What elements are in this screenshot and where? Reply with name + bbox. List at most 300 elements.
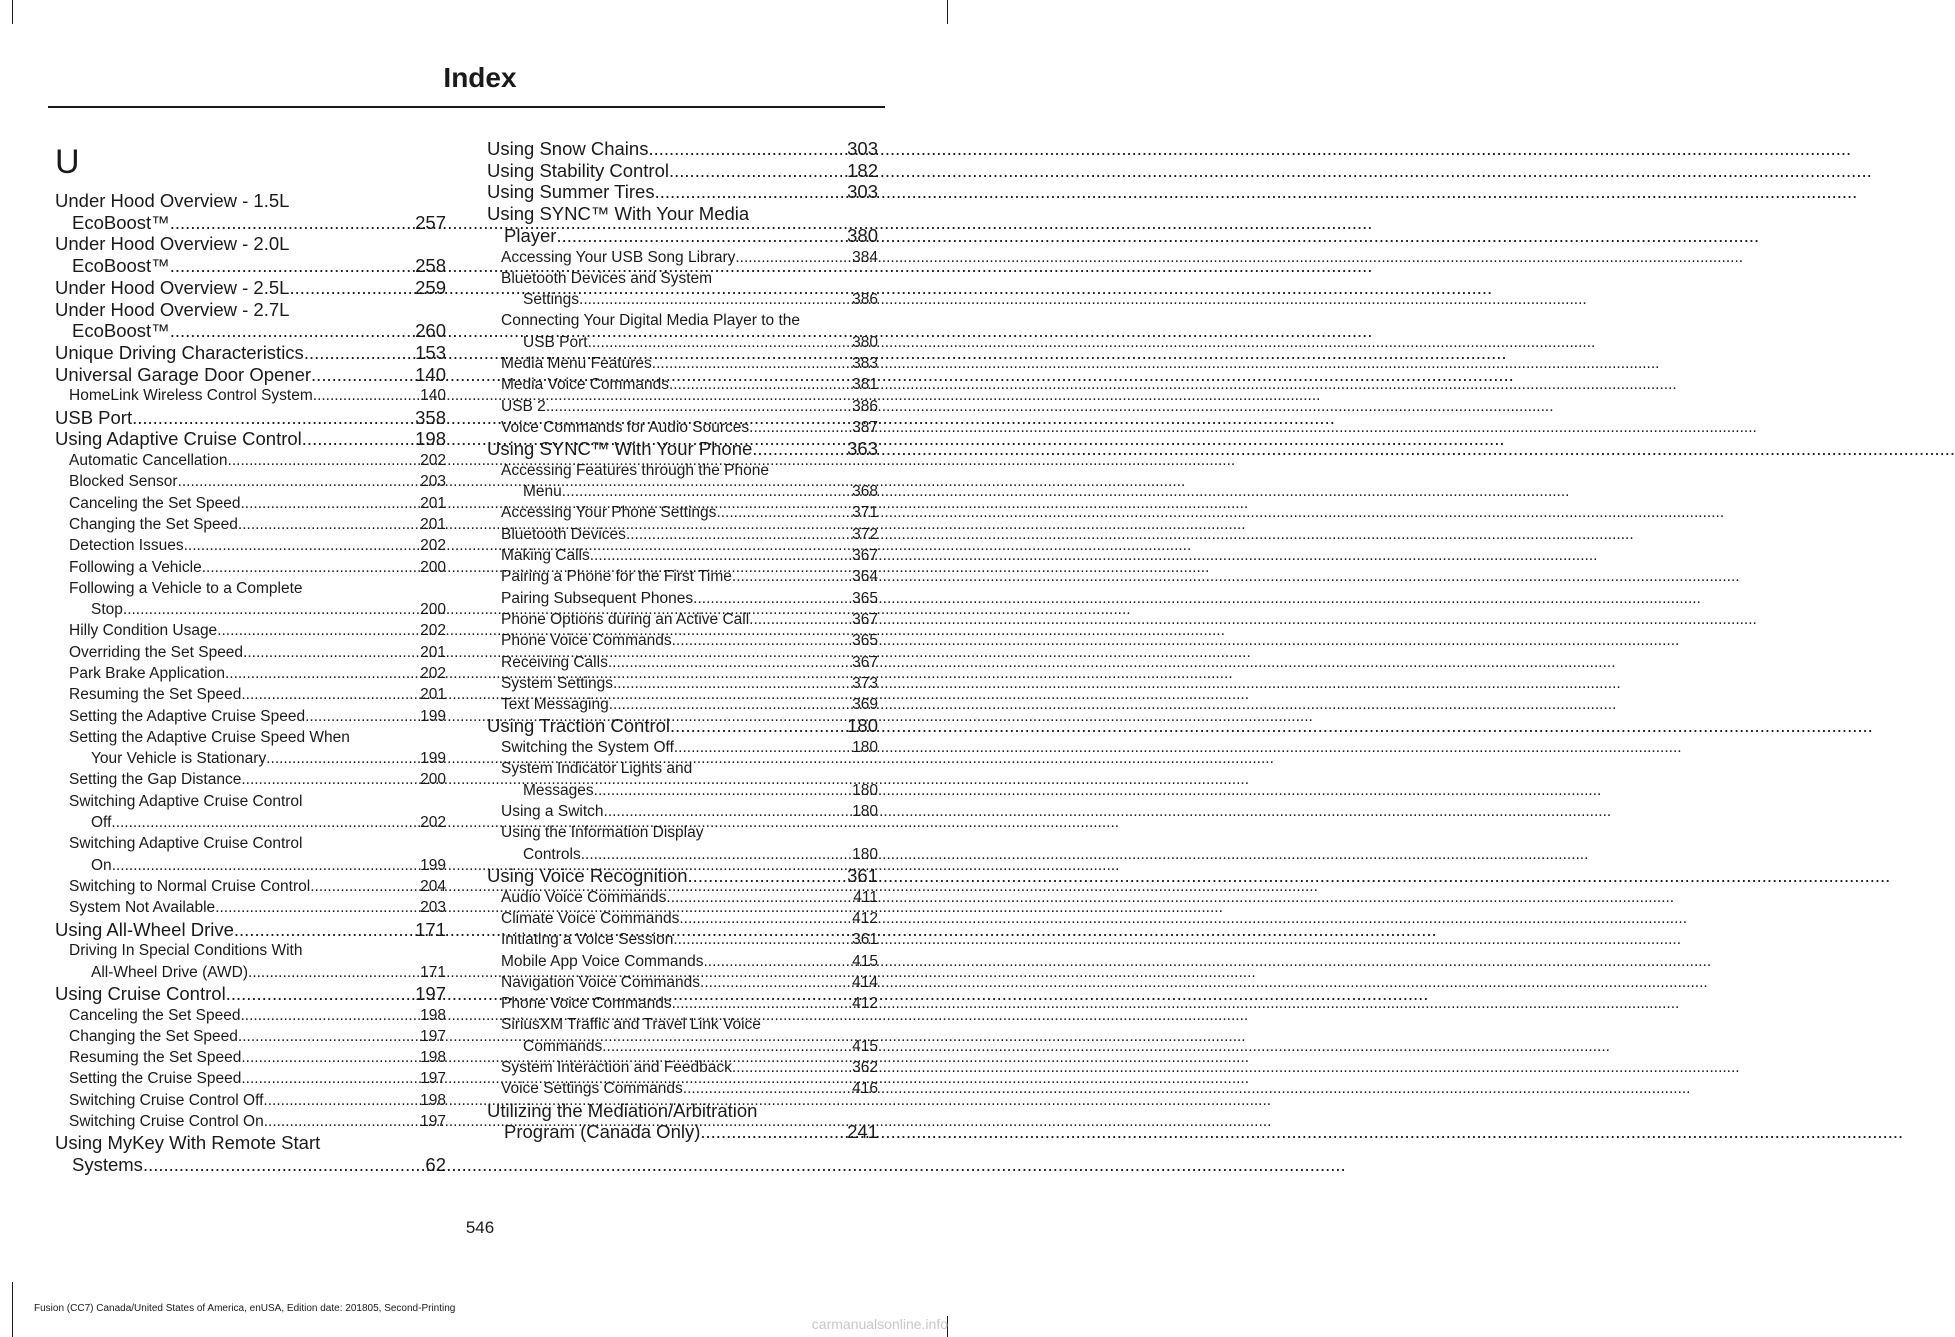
index-entry — [55, 535, 446, 556]
index-entry-page: 411 — [853, 888, 878, 906]
index-entry-page: 414 — [852, 973, 878, 991]
index-entry-page: 371 — [852, 504, 878, 522]
index-entry — [487, 353, 878, 374]
index-entry-page: 260 — [415, 320, 446, 342]
index-entry-text: System Indicator Lights and — [501, 760, 693, 778]
index-entry — [487, 758, 878, 801]
index-entry-text: EcoBoost™ — [72, 320, 170, 342]
index-entry — [487, 951, 878, 972]
index-entry — [487, 609, 878, 630]
index-entry — [55, 277, 446, 299]
index-entry-page: 303 — [847, 138, 878, 159]
dot-leader — [240, 493, 420, 514]
index-entry-page: 367 — [852, 653, 878, 671]
index-entry-page: 201 — [420, 686, 446, 704]
dot-leader — [594, 780, 852, 801]
dot-leader — [546, 396, 852, 417]
index-entry — [487, 715, 878, 737]
index-entry-text: Phone Voice Commands — [501, 995, 672, 1013]
index-entry-text: Off — [91, 814, 112, 832]
index-entry-page: 384 — [852, 248, 878, 266]
index-entry-page: 361 — [847, 864, 878, 886]
index-entry-text: Accessing Your Phone Settings — [501, 504, 717, 522]
index-entry-page: 373 — [852, 674, 878, 692]
index-entry-page: 180 — [847, 715, 878, 737]
dot-leader — [732, 1057, 852, 1078]
index-entry-text: Under Hood Overview - 2.7L — [55, 298, 290, 320]
index-entry-text: Using Snow Chains — [487, 138, 649, 159]
index-entry — [487, 545, 878, 566]
index-entry-text: Switching Cruise Control On — [69, 1113, 264, 1131]
dot-leader — [579, 289, 852, 310]
index-entry-text: Automatic Cancellation — [69, 452, 228, 470]
dot-leader — [700, 972, 852, 993]
index-entry — [487, 181, 878, 203]
dot-leader — [693, 588, 852, 609]
index-entry-page: 381 — [852, 376, 878, 394]
dot-leader — [310, 876, 420, 897]
index-entry-text: Driving In Special Conditions With — [69, 942, 303, 960]
index-entry-text: Utilizing the Mediation/Arbitration — [487, 1099, 758, 1121]
index-entry-page: 197 — [420, 1113, 446, 1131]
index-entry-text: Hilly Condition Usage — [69, 622, 218, 640]
index-entry-text: Pairing Subsequent Phones — [501, 589, 694, 607]
index-entry — [55, 1005, 446, 1026]
index-entry-page: 153 — [415, 341, 446, 363]
index-entry — [487, 929, 878, 950]
index-entry-text: Stop — [91, 601, 123, 619]
index-entry — [55, 663, 446, 684]
index-entry — [487, 524, 878, 545]
index-entry — [487, 908, 878, 929]
dot-leader — [111, 812, 420, 833]
index-entry — [487, 374, 878, 395]
index-entry-page: 197 — [420, 1070, 446, 1088]
index-entry-text: Following a Vehicle to a Complete — [69, 579, 303, 597]
index-entry-text: Systems — [72, 1154, 143, 1176]
dot-leader — [112, 855, 420, 876]
index-entry-text: Switching Adaptive Cruise Control — [69, 792, 303, 810]
footer-edition-info: Fusion (CC7) Canada/United States of America, enUSA, Edition date: 201805, Second-Printing — [34, 1303, 456, 1314]
index-entry-text: Commands — [523, 1037, 603, 1055]
index-entry-page: 201 — [420, 643, 446, 661]
index-entry-text: Mobile App Voice Commands — [501, 952, 704, 970]
index-entry-page: 387 — [852, 418, 878, 436]
index-entry-page: 364 — [852, 568, 878, 586]
index-entry — [55, 1047, 446, 1068]
crop-mark-bottom-left-vertical — [12, 1282, 13, 1337]
index-entry-text: HomeLink Wireless Control System — [69, 387, 313, 405]
dot-leader — [608, 652, 852, 673]
dot-leader — [688, 865, 848, 887]
index-entry-text: Initiating a Voice Session — [501, 931, 674, 949]
index-entry-text: Controls — [523, 845, 581, 863]
index-entry-text: Menu — [523, 483, 562, 501]
crop-mark-top-left-vertical — [12, 0, 13, 24]
index-entry — [55, 940, 446, 983]
index-entry — [487, 737, 878, 758]
dot-leader — [225, 663, 420, 684]
dot-leader — [752, 438, 847, 460]
index-entry-page: 171 — [420, 963, 446, 981]
index-entry — [55, 876, 446, 897]
index-entry-page: 199 — [420, 707, 446, 725]
index-entry — [487, 588, 878, 609]
index-entry-page: 202 — [420, 452, 446, 470]
watermark: carmanualsonline.info — [811, 1316, 948, 1332]
index-entry-text: Phone Voice Commands — [501, 632, 672, 650]
index-entry-text: Phone Options during an Active Call — [501, 610, 750, 628]
index-entry-page: 198 — [415, 428, 446, 450]
index-entry — [487, 1100, 878, 1143]
index-entry-page: 140 — [415, 363, 446, 385]
dot-leader — [215, 897, 420, 918]
index-entry-text: Using the Information Display — [501, 824, 704, 842]
index-entry — [487, 138, 878, 160]
index-entry — [55, 299, 446, 342]
dot-leader — [683, 1078, 852, 1099]
index-entry-page: 257 — [415, 211, 446, 233]
index-entry-page: 259 — [415, 276, 446, 298]
dot-leader — [143, 1154, 425, 1176]
index-entry — [487, 865, 878, 887]
index-column-left — [55, 138, 446, 1176]
index-entry-text: Setting the Adaptive Cruise Speed — [69, 707, 306, 725]
index-entry — [487, 160, 878, 182]
index-entry — [487, 396, 878, 417]
index-entry — [55, 233, 446, 276]
dot-leader — [240, 1005, 420, 1026]
index-entry-page: 201 — [420, 515, 446, 533]
dot-leader — [289, 277, 415, 299]
index-entry-text: Your Vehicle is Stationary — [91, 750, 267, 768]
index-entry — [487, 993, 878, 1014]
index-entry-page: 171 — [415, 918, 446, 940]
index-entry — [55, 1026, 446, 1047]
index-entry-page: 197 — [420, 1027, 446, 1045]
index-list-left — [55, 190, 446, 1176]
index-entry — [55, 493, 446, 514]
index-list-right — [487, 138, 878, 1143]
index-entry-text: Media Voice Commands — [501, 376, 669, 394]
dot-leader — [588, 332, 853, 353]
index-entry — [55, 727, 446, 770]
dot-leader — [703, 951, 852, 972]
index-entry-page: 358 — [415, 406, 446, 428]
dot-leader — [562, 481, 852, 502]
dot-leader — [311, 364, 415, 386]
index-entry-page: 202 — [420, 622, 446, 640]
index-entry-text: Switching Adaptive Cruise Control — [69, 835, 303, 853]
index-entry — [55, 557, 446, 578]
index-entry-text: Setting the Adaptive Cruise Speed When — [69, 728, 350, 746]
index-entry-page: 415 — [852, 1037, 878, 1055]
index-entry-text: Settings — [523, 291, 580, 309]
dot-leader — [241, 769, 420, 790]
dot-leader — [123, 599, 420, 620]
index-entry-text: Using Traction Control — [487, 715, 671, 737]
index-entry-text: Changing the Set Speed — [69, 515, 238, 533]
index-entry-text: Canceling the Set Speed — [69, 1006, 241, 1024]
index-entry-page: 383 — [852, 355, 878, 372]
index-entry-text: Using Cruise Control — [55, 982, 226, 1004]
index-entry-page: 202 — [420, 665, 446, 682]
dot-leader — [241, 1068, 420, 1089]
page-title: Index — [443, 62, 517, 93]
index-entry-page: 140 — [420, 387, 446, 405]
index-entry — [487, 268, 878, 311]
index-entry-text: Bluetooth Devices — [501, 525, 626, 543]
dot-leader — [178, 471, 421, 492]
dot-leader — [234, 919, 415, 941]
dot-leader — [266, 748, 420, 769]
index-entry — [487, 887, 878, 908]
index-entry-page: 412 — [852, 909, 878, 927]
dot-leader — [590, 545, 852, 566]
page-number: 546 — [465, 1218, 495, 1237]
index-entry-text: Overriding the Set Speed — [69, 643, 244, 661]
dot-leader — [184, 535, 421, 556]
index-entry — [55, 620, 446, 641]
index-entry — [55, 450, 446, 471]
index-entry-text: Switching to Normal Cruise Control — [69, 877, 311, 895]
index-entry — [487, 652, 878, 673]
index-entry-page: 380 — [852, 333, 878, 351]
index-entry-page: 372 — [852, 525, 878, 543]
index-entry-page: 182 — [847, 159, 878, 181]
dot-leader — [602, 1036, 852, 1057]
dot-leader — [217, 620, 420, 641]
index-entry-page: 180 — [852, 739, 878, 757]
index-entry-text: Messages — [523, 781, 594, 799]
index-entry — [55, 706, 446, 727]
dot-leader — [263, 1090, 420, 1111]
index-entry-text: Using Summer Tires — [487, 181, 655, 203]
index-entry — [55, 514, 446, 535]
index-entry-text: EcoBoost™ — [72, 211, 170, 233]
index-entry-text: Using Stability Control — [487, 159, 669, 181]
dot-leader — [264, 1111, 420, 1132]
dot-leader — [679, 908, 852, 929]
index-column-right — [487, 138, 878, 1143]
index-entry-text: Using SYNC™ With Your Phone — [487, 438, 753, 460]
index-entry — [55, 897, 446, 918]
dot-leader — [604, 801, 853, 822]
dot-leader — [132, 407, 415, 429]
index-entry-text: Under Hood Overview - 1.5L — [55, 190, 290, 211]
index-entry-text: Voice Commands for Audio Sources — [501, 418, 750, 436]
dot-leader — [238, 514, 420, 535]
index-entry-text: USB Port — [523, 333, 588, 351]
index-entry-text: SiriusXM Traffic and Travel Link Voice — [501, 1016, 761, 1034]
index-entry-page: 361 — [852, 931, 878, 949]
dot-leader — [613, 673, 852, 694]
index-entry — [55, 385, 446, 406]
dot-leader — [170, 320, 415, 342]
dot-leader — [749, 609, 852, 630]
index-entry-page: 200 — [420, 771, 446, 789]
index-entry-page: 199 — [420, 750, 446, 768]
index-entry-text: Navigation Voice Commands — [501, 973, 701, 991]
dot-leader — [673, 929, 852, 950]
dot-leader — [241, 1047, 420, 1068]
index-entry-text: Climate Voice Commands — [501, 909, 680, 927]
index-entry-text: Unique Driving Characteristics — [55, 341, 304, 363]
index-entry-text: Audio Voice Commands — [501, 888, 667, 906]
dot-leader — [732, 566, 852, 587]
index-entry-text: Bluetooth Devices and System — [501, 269, 713, 287]
index-entry-page: 386 — [852, 291, 878, 309]
index-entry-text: Using SYNC™ With Your Media — [487, 203, 750, 225]
index-entry-page: 241 — [847, 1121, 878, 1143]
dot-leader — [170, 255, 415, 277]
dot-leader — [716, 502, 852, 523]
dot-leader — [700, 1121, 847, 1143]
index-entry-text: Using a Switch — [501, 803, 604, 821]
index-entry-page: 367 — [852, 547, 878, 565]
index-entry-text: On — [91, 856, 112, 874]
index-entry-page: 258 — [415, 255, 446, 277]
index-entry — [487, 438, 878, 460]
dot-leader — [226, 983, 415, 1005]
dot-leader — [313, 385, 420, 406]
section-letter: U — [55, 143, 80, 181]
index-entry — [55, 684, 446, 705]
index-entry-text: Switching Cruise Control Off — [69, 1091, 264, 1109]
index-entry — [55, 578, 446, 621]
index-entry — [487, 247, 878, 268]
index-entry — [487, 694, 878, 715]
index-entry-page: 415 — [852, 952, 878, 970]
index-entry-page: 363 — [847, 438, 878, 460]
index-entry-text: Park Brake Application — [69, 665, 225, 682]
index-entry — [487, 630, 878, 651]
index-entry — [55, 471, 446, 492]
index-entry — [487, 972, 878, 993]
index-entry — [487, 801, 878, 822]
dot-leader — [202, 557, 420, 578]
index-entry-page: 365 — [852, 589, 878, 607]
index-entry-text: Switching the System Off — [501, 739, 674, 757]
dot-leader — [666, 887, 853, 908]
index-entry-page: 369 — [852, 696, 878, 714]
index-entry-page: 62 — [425, 1154, 446, 1176]
index-entry-text: Setting the Gap Distance — [69, 771, 242, 789]
header-divider — [48, 106, 885, 108]
index-entry-page: 416 — [852, 1080, 878, 1098]
index-entry-page: 198 — [420, 1091, 446, 1109]
index-entry — [487, 203, 878, 246]
index-entry — [487, 310, 878, 353]
index-entry-text: Connecting Your Digital Media Player to the — [501, 312, 800, 330]
index-entry-text: Using All-Wheel Drive — [55, 918, 234, 940]
index-entry-text: Receiving Calls — [501, 653, 608, 671]
index-entry-page: 180 — [852, 845, 878, 863]
index-entry — [55, 364, 446, 386]
index-entry-text: Pairing a Phone for the First Time — [501, 568, 732, 586]
index-entry-text: Following a Vehicle — [69, 558, 202, 576]
dot-leader — [749, 417, 852, 438]
index-entry-text: System Not Available — [69, 899, 216, 917]
index-entry-page: 180 — [852, 803, 878, 821]
index-entry-text: Detection Issues — [69, 537, 184, 555]
dot-leader — [672, 630, 853, 651]
dot-leader — [238, 1026, 420, 1047]
index-entry — [55, 642, 446, 663]
index-entry-text: Resuming the Set Speed — [69, 1049, 242, 1067]
index-entry — [487, 566, 878, 587]
dot-leader — [626, 524, 852, 545]
dot-leader — [248, 962, 420, 983]
index-entry-page: 198 — [420, 1049, 446, 1067]
index-entry-page: 380 — [847, 224, 878, 246]
index-entry — [55, 919, 446, 941]
index-entry-text: Voice Settings Commands — [501, 1080, 683, 1098]
index-entry-page: 198 — [420, 1006, 446, 1024]
index-entry-page: 202 — [420, 814, 446, 832]
index-entry — [55, 428, 446, 450]
index-entry-text: EcoBoost™ — [72, 255, 170, 277]
index-entry-text: Canceling the Set Speed — [69, 494, 241, 512]
index-entry-page: 203 — [420, 473, 446, 491]
index-entry-page: 203 — [420, 899, 446, 917]
index-entry — [55, 1068, 446, 1089]
dot-leader — [581, 844, 852, 865]
index-entry-page: 199 — [420, 856, 446, 874]
index-entry-text: Program (Canada Only) — [504, 1121, 701, 1143]
index-entry-text: Text Messaging — [501, 696, 609, 714]
index-entry — [487, 1014, 878, 1057]
index-entry-text: System Interaction and Feedback — [501, 1059, 732, 1077]
index-entry-text: All-Wheel Drive (AWD) — [91, 963, 249, 981]
index-entry — [55, 833, 446, 876]
index-entry-text: Blocked Sensor — [69, 473, 178, 491]
dot-leader — [735, 247, 852, 268]
index-entry-page: 200 — [420, 558, 446, 576]
index-entry-page: 412 — [852, 995, 878, 1013]
index-entry — [55, 1132, 446, 1175]
index-entry-text: Player — [504, 224, 557, 246]
dot-leader — [674, 737, 852, 758]
index-entry-text: System Settings — [501, 674, 613, 692]
index-entry — [55, 791, 446, 834]
index-entry — [55, 769, 446, 790]
dot-leader — [672, 993, 853, 1014]
dot-leader — [304, 342, 415, 364]
index-entry-page: 202 — [420, 537, 446, 555]
dot-leader — [652, 353, 852, 374]
index-entry-page: 201 — [420, 494, 446, 512]
index-entry — [55, 1111, 446, 1132]
dot-leader — [241, 684, 420, 705]
index-entry — [55, 190, 446, 233]
index-entry-page: 367 — [852, 610, 878, 628]
index-entry-page: 200 — [420, 601, 446, 619]
index-entry-text: Accessing Features through the Phone — [501, 461, 769, 479]
index-entry — [55, 342, 446, 364]
index-entry-text: Under Hood Overview - 2.5L — [55, 276, 290, 298]
index-entry-text: Using Voice Recognition — [487, 864, 688, 886]
index-entry — [55, 983, 446, 1005]
index-entry-page: 197 — [415, 982, 446, 1004]
index-entry — [487, 1057, 878, 1078]
index-entry — [487, 460, 878, 503]
dot-leader — [228, 450, 421, 471]
index-entry-text: Using Adaptive Cruise Control — [55, 428, 302, 450]
index-entry — [487, 502, 878, 523]
dot-leader — [648, 138, 847, 160]
index-entry-text: Resuming the Set Speed — [69, 686, 242, 704]
